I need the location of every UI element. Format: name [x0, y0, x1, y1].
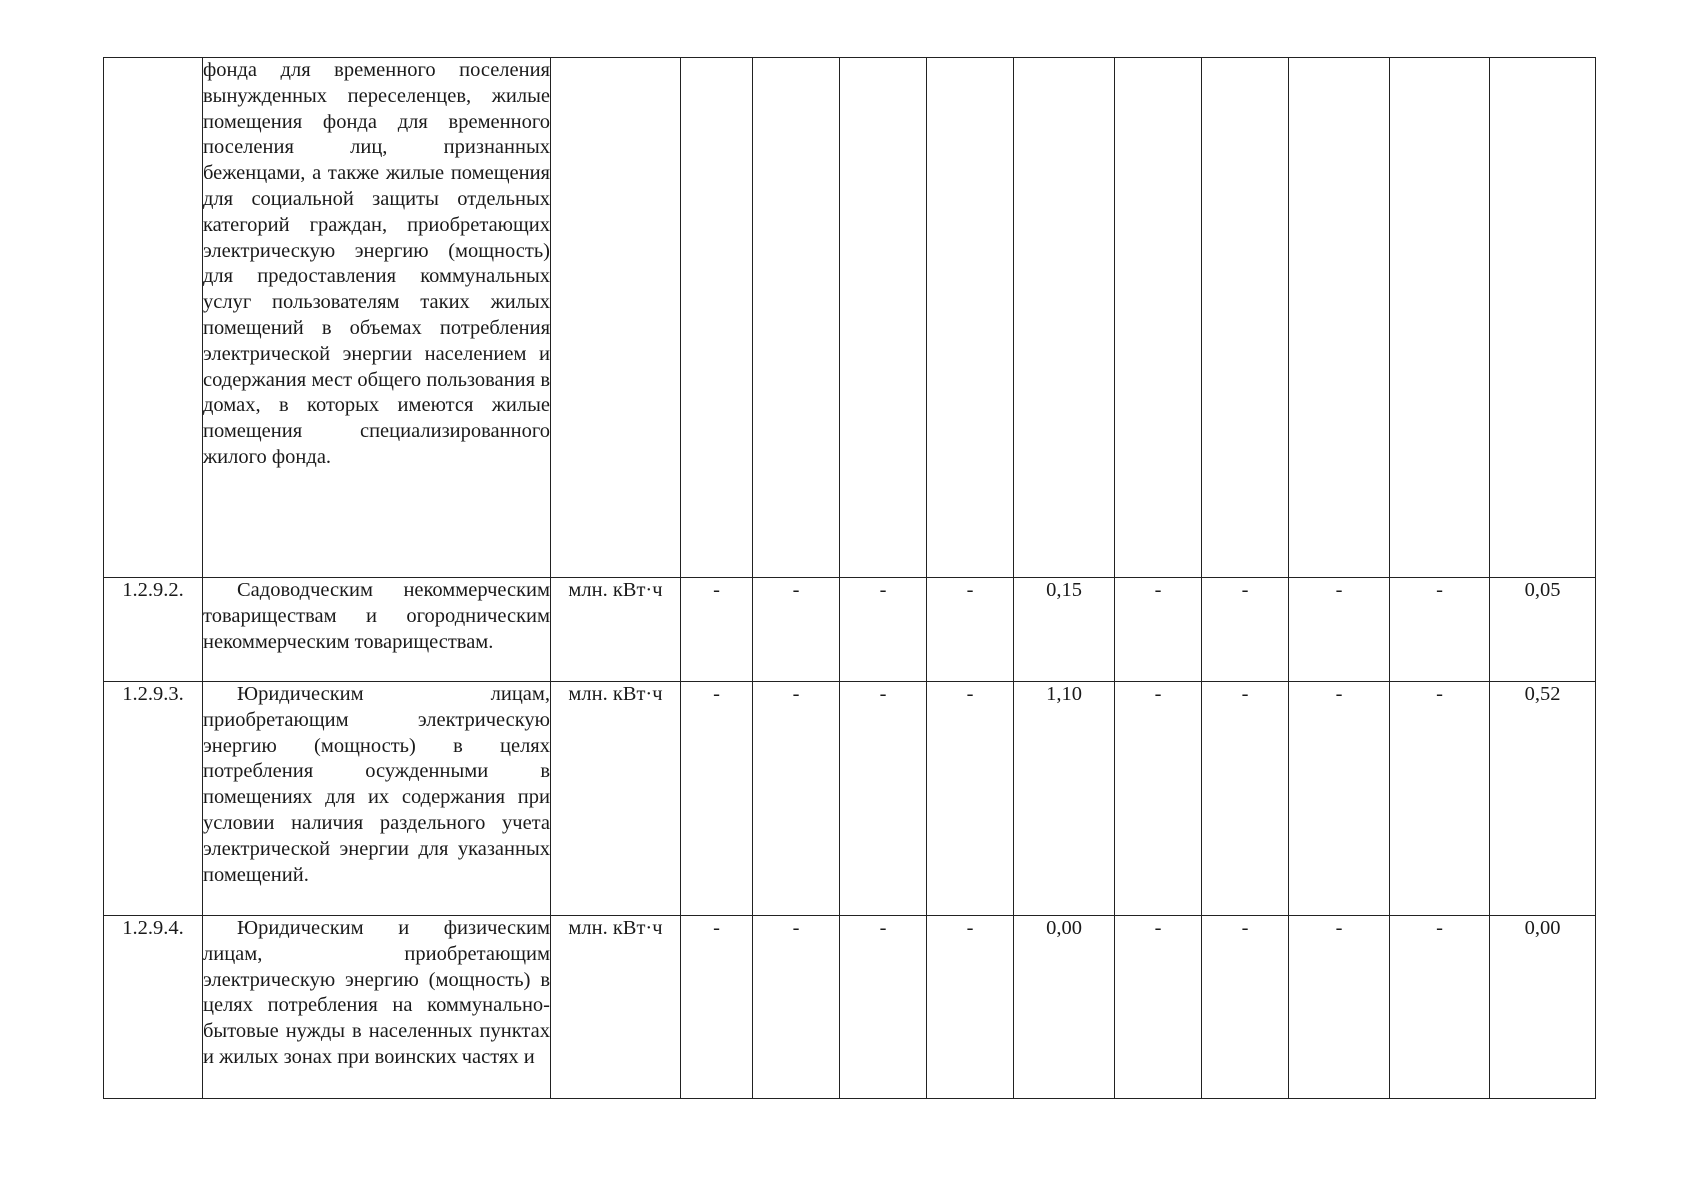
row-number: 1.2.9.2.	[104, 578, 203, 682]
table-row	[104, 578, 1596, 682]
value-cell: -	[681, 916, 753, 1099]
value-cell: -	[753, 578, 840, 682]
row-number: 1.2.9.3.	[104, 682, 203, 916]
value-cell	[753, 58, 840, 578]
value-cell: -	[753, 682, 840, 916]
value-cell: 0,00	[1490, 916, 1596, 1099]
value-cell: -	[927, 682, 1014, 916]
value-cell	[1202, 58, 1289, 578]
value-cell: -	[1202, 916, 1289, 1099]
value-cell: -	[840, 916, 927, 1099]
value-cell: -	[1115, 916, 1202, 1099]
value-cell	[840, 58, 927, 578]
row-description: фонда для временного поселения вынужденных переселенцев, жилые помещения фонда для временного поселения лиц, признанных беженцами, а также жилые помещения для социальной защиты отдельных категорий граждан, приобретающих электрическую энергию (мощность) для предоставления коммунальных услуг пользователям таких жилых помещений в объемах потребления электрической энергии населением и содержания мест общего пользования в домах, в которых имеются жилые помещения специализированного жилого фонда.	[203, 58, 551, 578]
value-cell	[927, 58, 1014, 578]
row-description: Садоводческим некоммерческим товариществам и огородническим некоммерческим товариществам.	[203, 578, 551, 682]
value-cell: -	[1115, 578, 1202, 682]
row-unit	[551, 58, 681, 578]
value-cell: -	[1390, 682, 1490, 916]
value-cell	[1390, 58, 1490, 578]
value-cell	[1115, 58, 1202, 578]
value-cell: 0,00	[1014, 916, 1115, 1099]
value-cell	[681, 58, 753, 578]
value-cell: -	[927, 578, 1014, 682]
row-description: Юридическим и физическим лицам, приобретающим электрическую энергию (мощность) в целях потребления на коммунально-бытовые нужды в населенных пунктах и жилых зонах при воинских частях и	[203, 916, 551, 1099]
value-cell: -	[840, 682, 927, 916]
table-row	[104, 58, 1596, 578]
table-row	[104, 682, 1596, 916]
value-cell: -	[1115, 682, 1202, 916]
value-cell	[1014, 58, 1115, 578]
value-cell: -	[1390, 578, 1490, 682]
value-cell: 1,10	[1014, 682, 1115, 916]
value-cell: 0,05	[1490, 578, 1596, 682]
row-unit: млн. кВт·ч	[551, 916, 681, 1099]
value-cell: -	[840, 578, 927, 682]
row-number: 1.2.9.4.	[104, 916, 203, 1099]
value-cell: -	[1289, 682, 1390, 916]
tariff-balance-table	[103, 57, 1596, 1099]
row-number	[104, 58, 203, 578]
row-description: Юридическим лицам, приобретающим электрическую энергию (мощность) в целях потребления осужденными в помещениях для их содержания при условии наличия раздельного учета электрической энергии для указанных помещений.	[203, 682, 551, 916]
value-cell	[1490, 58, 1596, 578]
value-cell: -	[681, 682, 753, 916]
value-cell: -	[1390, 916, 1490, 1099]
table-row	[104, 916, 1596, 1099]
value-cell: -	[681, 578, 753, 682]
value-cell: 0,52	[1490, 682, 1596, 916]
value-cell: -	[927, 916, 1014, 1099]
value-cell: 0,15	[1014, 578, 1115, 682]
value-cell: -	[753, 916, 840, 1099]
value-cell: -	[1289, 916, 1390, 1099]
row-unit: млн. кВт·ч	[551, 682, 681, 916]
value-cell	[1289, 58, 1390, 578]
value-cell: -	[1202, 682, 1289, 916]
row-unit: млн. кВт·ч	[551, 578, 681, 682]
value-cell: -	[1202, 578, 1289, 682]
value-cell: -	[1289, 578, 1390, 682]
